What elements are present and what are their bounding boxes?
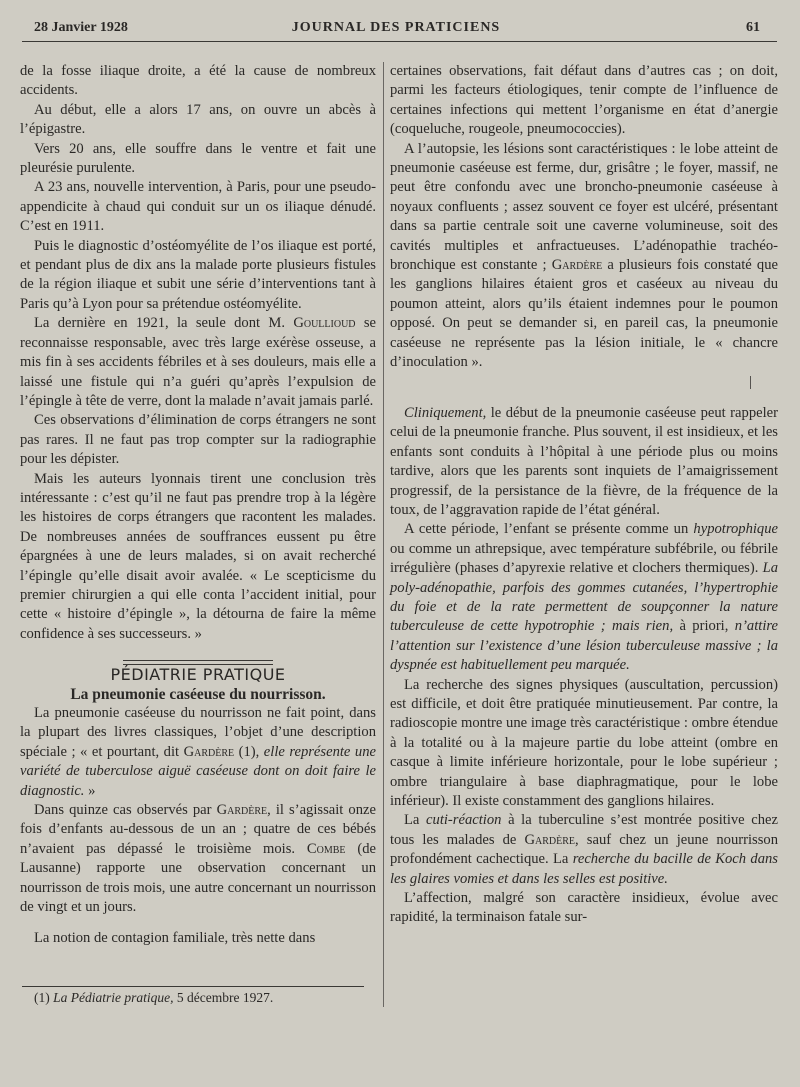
author-name: Gardère — [551, 257, 603, 274]
author-name: Gardère — [216, 802, 268, 819]
paragraph — [20, 314, 376, 411]
footnote-marker: (1) — [34, 990, 50, 1005]
header-rule — [22, 41, 777, 42]
left-column — [20, 62, 376, 949]
author-name: Goullioud — [293, 315, 356, 332]
author-name: Gardère — [524, 831, 576, 848]
italic-run: cuti-réaction — [426, 812, 502, 829]
paragraph — [20, 704, 376, 801]
right-column — [390, 62, 778, 928]
author-name: Gardère — [183, 743, 235, 760]
paragraph: certaines observations, fait défaut dans d’autres cas ; on doit, parmi les facteurs étiologiques, tenir compte de l’influence de certaines infections qui mettent l’organisme en état d’anergie (coqueluche, rougeole, pneumococcies). — [390, 63, 778, 138]
text-run: à la tuberculine s’est montrée positive chez tous les malades de — [390, 812, 778, 848]
italic-run: n’attire l’attention sur l’existence d’une lésion tuberculeuse massive ; la dyspnée est habituellement peu marquée. — [390, 618, 778, 674]
text-run: La — [404, 812, 420, 829]
text-run: à priori, — [679, 618, 729, 635]
text-run: le début de la pneumonie caséeuse peut rappeler celui de la pneumonie franche. Plus souvent, il est insidieux, et les enfants sont conduits à l’hôpital à une période plus ou moins tardive, alors que les parents sont inquiets de l’amaigrissement progressif, de la persistance de la fièvre, de la fréquence de la toux, de l’aggravation rapide de l’état général. — [390, 404, 778, 518]
text-run: ou comme un athrepsique, avec température subfébrile, ou fébrile irrégulière (phases d’apyrexie relative et clochers thermiques). — [390, 540, 778, 577]
text-run: , il s’agissait onze fois d’enfants au-dessous de un an ; quatre de ces bébés n’avaient pas dépassé le troisième mois. — [20, 802, 376, 857]
text-run: La pneumonie caséeuse du nourrisson ne fait point, dans la plupart des livres classiques, l’objet d’une description spéciale ; « et pourtant, dit — [20, 705, 376, 760]
paragraph: L’affection, malgré son caractère insidieux, évolue avec rapidité, la terminaison fatale sur- — [390, 890, 778, 926]
paragraph — [390, 140, 778, 373]
spacer — [390, 392, 778, 404]
paragraph — [390, 404, 778, 520]
paragraph: Au début, elle a alors 17 ans, on ouvre un abcès à l’épigastre. — [20, 101, 376, 138]
paragraph: de la fosse iliaque droite, a été la cause de nombreux accidents. — [20, 63, 376, 99]
paragraph — [390, 520, 778, 675]
text-run: A l’autopsie, les lésions sont caractéristiques : le lobe atteint de pneumonie caséeuse est ferme, dur, grisâtre ; le foyer, massif, ne peut être confondu avec une broncho-pneumonie caséeuse à noyaux confluents ; assez souvent ce foyer est ulcéré, présentant dans sa partie centrale soit une caverne volumineuse, soit des cavités multiples et anfractueuses. L’adénopathie trachéo-bronchique est constante ; — [390, 140, 778, 274]
italic-run: elle représente une variété de tuberculose aiguë caséeuse dont on doit faire le diagnostic. — [20, 743, 376, 799]
paragraph: Ces observations d’élimination de corps étrangers ne sont pas rares. Il ne faut pas trop compter sur la radiographie pour les dépister. — [20, 412, 376, 468]
paragraph — [390, 811, 778, 889]
text-run: , sauf chez un jeune nourrisson profondément cachectique. La — [390, 831, 778, 868]
author-name: Combe — [306, 840, 346, 857]
paragraph: A 23 ans, nouvelle intervention, à Paris, pour une pseudo-appendicite à chaud qui conduit sur un os iliaque dénudé. C’est en 1911. — [20, 179, 376, 235]
text-run: La dernière en 1921, la seule dont M. — [34, 315, 285, 332]
paragraph: Vers 20 ans, elle souffre dans le ventre et fait une pleurésie purulente. — [20, 140, 376, 177]
running-header — [22, 20, 770, 42]
italic-run: recherche du bacille de Koch dans les glaires vomies et dans les selles est positive. — [390, 851, 778, 887]
article-title: La pneumonie caséeuse du nourrisson. — [70, 685, 326, 703]
spacer — [20, 917, 376, 929]
italic-run: Cliniquement, — [404, 404, 487, 421]
text-run: Dans quinze cas observés par — [34, 802, 212, 819]
header-journal-title: JOURNAL DES PRATICIENS — [291, 20, 501, 35]
column-divider — [383, 62, 384, 1007]
paragraph: La notion de contagion familiale, très nette dans — [34, 930, 316, 947]
text-run: (1), — [238, 743, 260, 760]
footnote — [34, 990, 374, 1006]
italic-run: La poly-adénopathie, parfois des gommes cutanées, l’hypertrophie du foie et de la rate permettent de soupçonner la nature tuberculeuse de cette hypotrophie ; mais rien, — [390, 560, 778, 635]
header-date: 28 Janvier 1928 — [34, 20, 128, 35]
paragraph: Puis le diagnostic d’ostéomyélite de l’os iliaque est porté, et pendant plus de dix ans la malade porte plusieurs fistules de la région iliaque et subit une série d’interventions tant à Paris qu’à Lyon pour sa prétendue ostéomyélite. — [20, 237, 376, 312]
header-page-number: 61 — [746, 20, 760, 35]
margin-mark: | — [749, 373, 752, 390]
text-run: a plusieurs fois constaté que les ganglions hilaires étaient gros et caséeux au niveau du poumon atteint, alors qu’ils étaient indemnes pour le poumon opposé. On peut se demander si, en pareil cas, la pneumonie caséeuse ne représente pas la lésion initiale, le « chancre d’inoculation ». — [390, 257, 778, 371]
text-run: A cette période, l’enfant se présente comme un — [404, 521, 689, 538]
footnote-date: 5 décembre 1927. — [176, 990, 274, 1005]
text-run: se reconnaisse responsable, avec très large exérèse osseuse, a mis fin à ses accidents fébriles et à ses douleurs, mais elle a laissé une fistule qui n’a guéri qu’après l’expulsion de l’épingle à tête de verre, dont la malade n’avait jamais parlé. — [20, 315, 376, 409]
paragraph: La recherche des signes physiques (auscultation, percussion) est difficile, et doit être pratiquée minutieusement. Par contre, la radioscopie montre une image très caractéristique : ombre étendue à la totalité ou à la majeure partie du lobe atteint (ombre en casque à limite inférieure horizontale, pour le lobe supérieur ; ombre triangulaire à base diaphragmatique, pour le lobe inférieur). Il existe constamment des ganglions hilaires. — [390, 676, 778, 810]
paragraph: Mais les auteurs lyonnais tirent une conclusion très intéressante : c’est qu’il ne faut pas prendre trop à la légère les histoires de corps étrangers que racontent les malades. De nombreuses années de souffrances eussent pu être épargnées à une de leurs malades, si on avait recherché l’épingle qu’elle disait avoir avalée. « Le scepticisme du premier chirurgien a qui elle conta l’accident initial, pour cette « histoire d’épingle », la détourna de faire la même confidence à ses successeurs. » — [20, 470, 376, 642]
footnote-rule — [22, 986, 364, 987]
text-run: » — [88, 782, 96, 799]
section-title: PÉDIATRIE PRATIQUE — [110, 665, 286, 685]
footnote-source: La Pédiatrie pratique, — [53, 990, 174, 1005]
italic-run: hypotrophique — [693, 521, 778, 538]
paragraph — [20, 801, 376, 917]
text-run: (de Lausanne) rapporte une observation concernant un nourrisson de trois mois, une autre concernant un nourrisson de vingt et un jours. — [20, 840, 377, 916]
